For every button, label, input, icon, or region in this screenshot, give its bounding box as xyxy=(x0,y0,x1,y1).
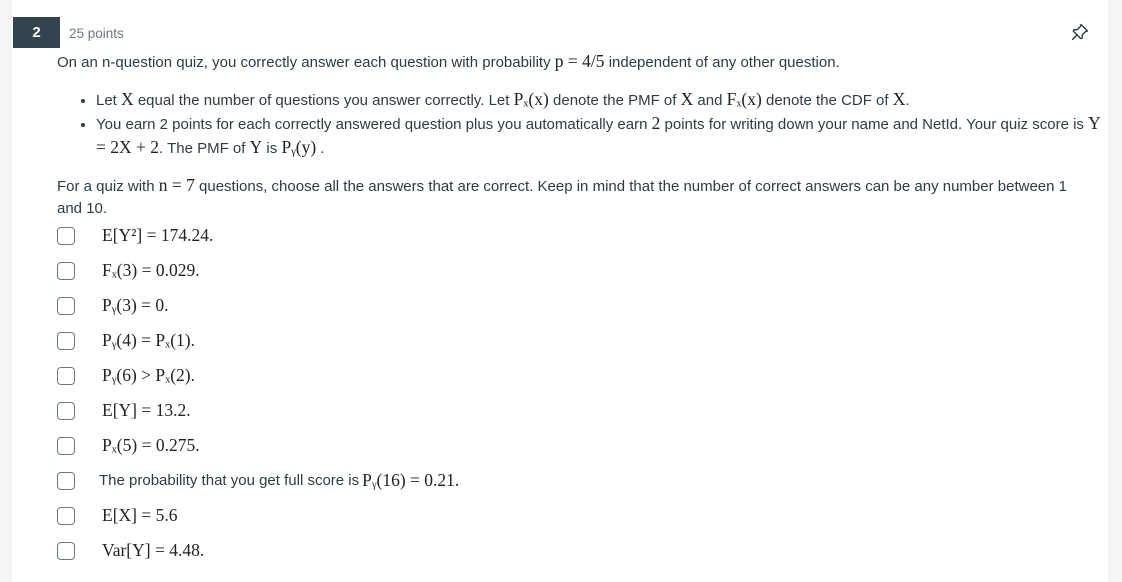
question-prompt xyxy=(57,174,1077,220)
bullet-item xyxy=(96,88,1106,112)
answer-math: Var[Y] = 4.48. xyxy=(102,540,205,560)
intro-text: On an n-question quiz, you correctly answer each question with probability xyxy=(57,54,551,71)
answer-checkbox[interactable] xyxy=(57,437,75,455)
answer-option[interactable] xyxy=(57,218,1087,253)
answer-label xyxy=(99,260,200,281)
answer-label xyxy=(99,470,459,491)
intro-tail: independent of any other question. xyxy=(608,54,840,71)
answer-label xyxy=(99,540,204,561)
answer-text: The probability that you get full score is xyxy=(99,472,360,489)
question-number: 2 xyxy=(13,17,60,48)
answer-checkbox[interactable] xyxy=(57,262,75,280)
answer-option[interactable] xyxy=(57,358,1087,393)
bullet-text: . The PMF of xyxy=(159,140,246,157)
answer-label xyxy=(99,400,191,421)
answer-math: E[Y] = 13.2. xyxy=(102,400,191,420)
answer-math: Pᵧ(16) = 0.21. xyxy=(362,470,460,490)
answer-option[interactable] xyxy=(57,323,1087,358)
question-intro xyxy=(57,51,840,72)
answer-label xyxy=(99,365,195,386)
question-points: 25 points xyxy=(69,26,124,41)
answer-checkbox[interactable] xyxy=(57,332,75,350)
prompt-math: n = 7 xyxy=(158,175,195,195)
bullet-math: Fₓ(x) xyxy=(726,89,762,109)
answer-checkbox[interactable] xyxy=(57,472,75,490)
bullet-text: You earn 2 points for each correctly answered question plus you automatically earn xyxy=(96,116,648,133)
bullet-item xyxy=(96,112,1106,160)
bullet-math: 2 xyxy=(651,113,661,133)
answer-option[interactable] xyxy=(57,498,1087,533)
bullet-text: . xyxy=(320,140,325,157)
bullet-math: Pₓ(x) xyxy=(513,89,549,109)
answer-option[interactable] xyxy=(57,428,1087,463)
definitions-list xyxy=(68,88,1106,160)
answer-option[interactable] xyxy=(57,463,1087,498)
answer-checkbox[interactable] xyxy=(57,542,75,560)
bullet-math: Y xyxy=(249,137,263,157)
bullet-text: . xyxy=(905,92,910,109)
answer-checkbox[interactable] xyxy=(57,367,75,385)
prompt-text: questions, choose all the answers that are correct. Keep in mind that the number of correct answers can be any number between 1 and 10. xyxy=(57,178,1067,217)
answer-checkbox[interactable] xyxy=(57,297,75,315)
answer-math: E[X] = 5.6 xyxy=(102,505,178,525)
answer-math: Pᵧ(6) > Pₓ(2). xyxy=(102,365,195,385)
bullet-text: denote the CDF of xyxy=(766,92,889,109)
answer-math: Fₓ(3) = 0.029. xyxy=(102,260,200,280)
answer-label xyxy=(99,435,200,456)
answer-label xyxy=(99,330,195,351)
question-card xyxy=(12,0,1108,582)
bullet-text: points for writing down your name and NetId. Your quiz score is xyxy=(664,116,1084,133)
pin-icon[interactable] xyxy=(1070,22,1090,42)
intro-math: p = 4/5 xyxy=(554,51,605,71)
answer-math: Pᵧ(3) = 0. xyxy=(102,295,169,315)
answer-math: Pᵧ(4) = Pₓ(1). xyxy=(102,330,195,350)
prompt-text: For a quiz with xyxy=(57,178,155,195)
answer-label xyxy=(99,505,177,526)
answer-label xyxy=(99,225,213,246)
bullet-text: and xyxy=(697,92,723,109)
answer-checkbox[interactable] xyxy=(57,402,75,420)
answer-math: E[Y²] = 174.24. xyxy=(102,225,214,245)
answer-math: Pₓ(5) = 0.275. xyxy=(102,435,200,455)
answer-option[interactable] xyxy=(57,288,1087,323)
answer-option[interactable] xyxy=(57,533,1087,568)
bullet-math: Y = 2X + 2 xyxy=(96,113,1101,157)
answer-checkbox[interactable] xyxy=(57,227,75,245)
answer-option[interactable] xyxy=(57,253,1087,288)
bullet-math: X xyxy=(892,89,906,109)
bullet-math: Pᵧ(y) xyxy=(281,137,317,157)
answer-options xyxy=(57,218,1087,568)
bullet-text: denote the PMF of xyxy=(553,92,677,109)
bullet-math: X xyxy=(680,89,694,109)
answer-option[interactable] xyxy=(57,393,1087,428)
bullet-math: X xyxy=(121,89,134,109)
bullet-text: is xyxy=(266,140,278,157)
bullet-text: Let xyxy=(96,92,117,109)
bullet-text: equal the number of questions you answer correctly. Let xyxy=(137,92,510,109)
answer-label xyxy=(99,295,169,316)
answer-checkbox[interactable] xyxy=(57,507,75,525)
